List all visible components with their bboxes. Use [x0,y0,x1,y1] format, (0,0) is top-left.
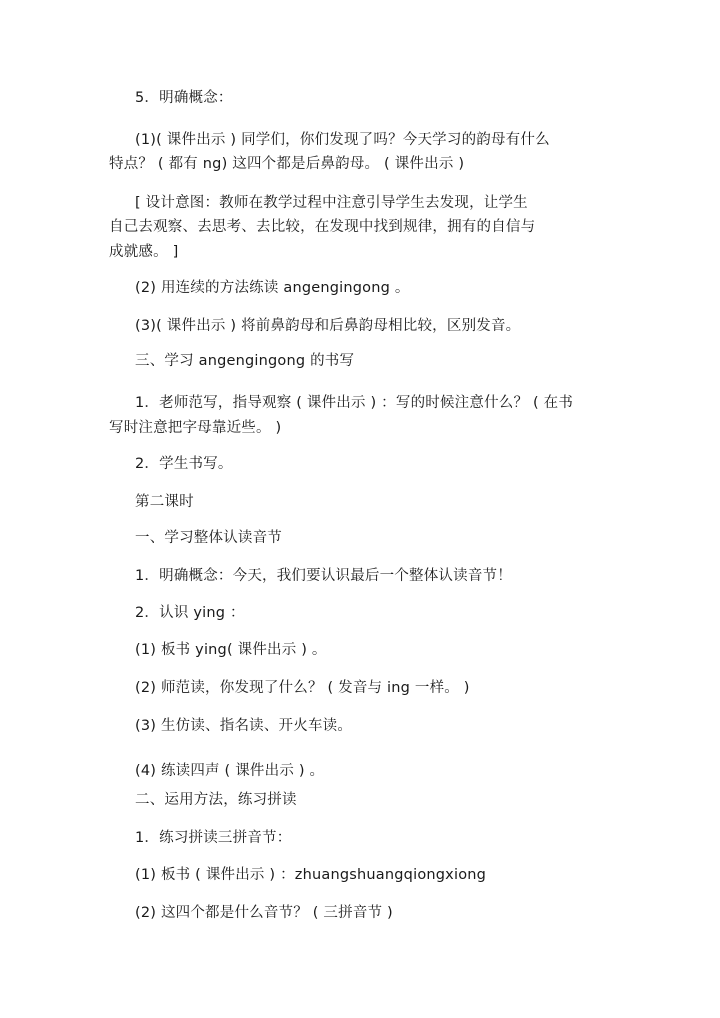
text-line: 1．老师范写，指导观察 ( 课件出示 ) ：写的时候注意什么？ ( 在书 [135,395,574,411]
text-line: 1．练习拼读三拼音节： [135,830,292,846]
text-line: (3) 生仿读、指名读、开火车读。 [135,718,353,734]
section-heading: 二、运用方法，练习拼读 [135,792,297,808]
section-heading: 一、学习整体认读音节 [135,530,282,546]
text-line: 2．认识 ying ： [135,605,245,621]
text-line: 自己去观察、去思考、去比较，在发现中找到规律，拥有的自信与 [109,219,536,235]
lesson-heading: 第二课时 [135,494,194,510]
text-line: (1)( 课件出示 ) 同学们，你们发现了吗？今天学习的韵母有什么 [135,132,550,148]
text-line: (4) 练读四声 ( 课件出示 ) 。 [135,763,325,779]
text-line: 5．明确概念： [135,90,233,106]
text-line: (1) 板书 ( 课件出示 ) ：zhuangshuangqiongxiong [135,867,487,883]
text-line: (1) 板书 ying( 课件出示 ) 。 [135,642,327,658]
text-line: 成就感。 ] [109,244,179,260]
text-line: 2．学生书写。 [135,456,233,472]
text-line: 写时注意把字母靠近些。 ) [109,420,282,436]
text-line: 1．明确概念：今天，我们要认识最后一个整体认读音节！ [135,568,512,584]
text-line: [ 设计意图：教师在教学过程中注意引导学生去发现，让学生 [135,195,528,211]
text-line: 特点？ ( 都有 ng) 这四个都是后鼻韵母。 ( 课件出示 ) [109,156,465,172]
text-line: (2) 师范读，你发现了什么？ ( 发音与 ing 一样。 ) [135,680,470,696]
text-line: (3)( 课件出示 ) 将前鼻韵母和后鼻韵母相比较，区别发音。 [135,318,521,334]
section-heading: 三、学习 angengingong 的书写 [135,353,355,369]
text-line: (2) 用连续的方法练读 angengingong 。 [135,280,410,296]
text-line: (2) 这四个都是什么音节？ ( 三拼音节 ) [135,905,393,921]
